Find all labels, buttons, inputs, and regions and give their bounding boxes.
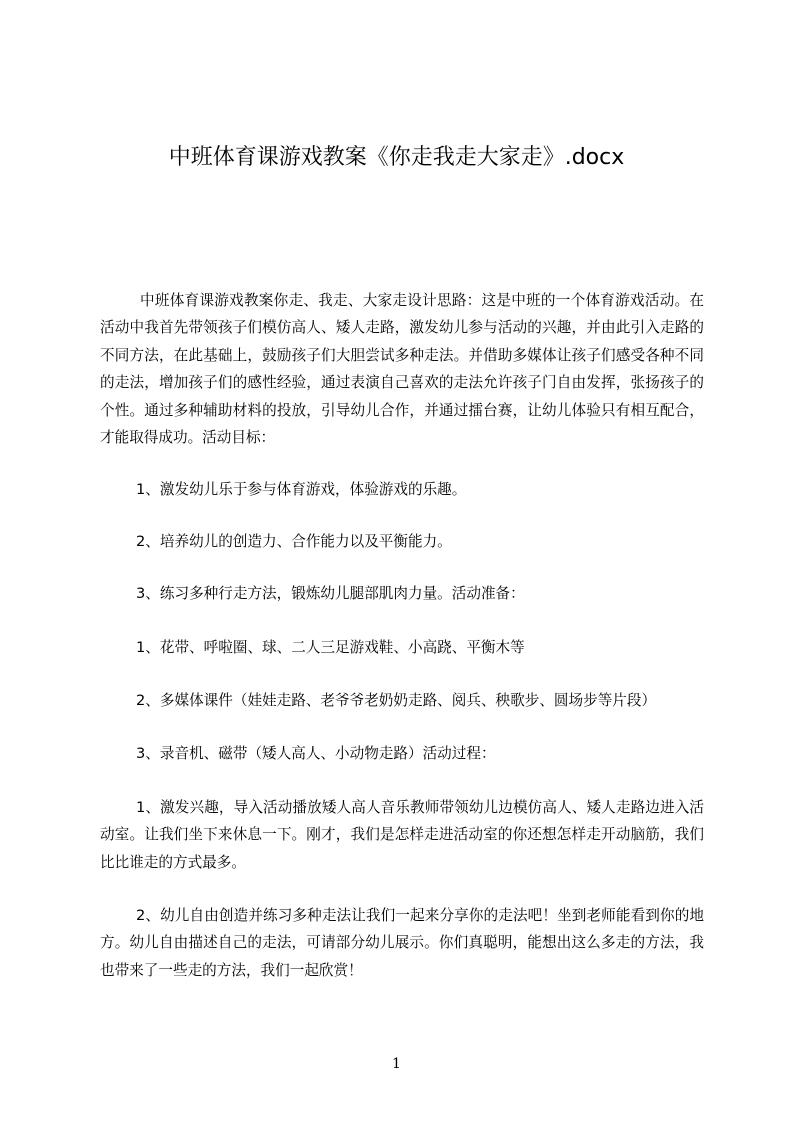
objective-item: 3、练习多种行走方法，锻炼幼儿腿部肌肉力量。活动准备： xyxy=(136,585,525,602)
objective-item: 1、激发幼儿乐于参与体育游戏，体验游戏的乐趣。 xyxy=(136,481,467,498)
preparation-item: 1、花带、呼啦圈、球、二人三足游戏鞋、小高跷、平衡木等 xyxy=(136,639,525,656)
design-ideas-paragraph: 中班体育课游戏教案你走、我走、大家走设计思路：这是中班的一个体育游戏活动。在活动中我首先带领孩子们模仿高人、矮人走路，激发幼儿参与活动的兴趣，并由此引入走路的不同方法，在此基础上，鼓励孩子们大胆尝试多种走法。并借助多媒体让孩子们感受各种不同的走法，增加孩子们的感性经验，通过表演自己喜欢的走法允许孩子门自由发挥，张扬孩子的个性。通过多种辅助材料的投放，引导幼儿合作，并通过擂台赛，让幼儿体验只有相互配合，才能取得成功。活动目标： xyxy=(100,292,704,447)
preparation-item: 2、多媒体课件（娃娃走路、老爷爷老奶奶走路、阅兵、秧歌步、圆场步等片段） xyxy=(136,692,657,709)
objective-item: 2、培养幼儿的创造力、合作能力以及平衡能力。 xyxy=(136,533,452,550)
preparation-item: 3、录音机、磁带（矮人高人、小动物走路）活动过程： xyxy=(136,745,496,762)
page-number: 1 xyxy=(392,1056,401,1072)
process-step: 1、激发兴趣，导入活动播放矮人高人音乐教师带领幼儿边模仿高人、矮人走路边进入活动室。让我们坐下来休息一下。刚才，我们是怎样走进活动室的你还想怎样走开动脑筋，我们比比谁走的方式最多。 xyxy=(100,799,704,871)
document-title: 中班体育课游戏教案《你走我走大家走》.docx xyxy=(168,145,625,170)
process-step: 2、幼儿自由创造并练习多种走法让我们一起来分享你的走法吧！坐到老师能看到你的地方。幼儿自由描述自己的走法，可请部分幼儿展示。你们真聪明，能想出这么多走的方法，我也带来了一些走的方法，我们一起欣赏！ xyxy=(100,907,704,979)
